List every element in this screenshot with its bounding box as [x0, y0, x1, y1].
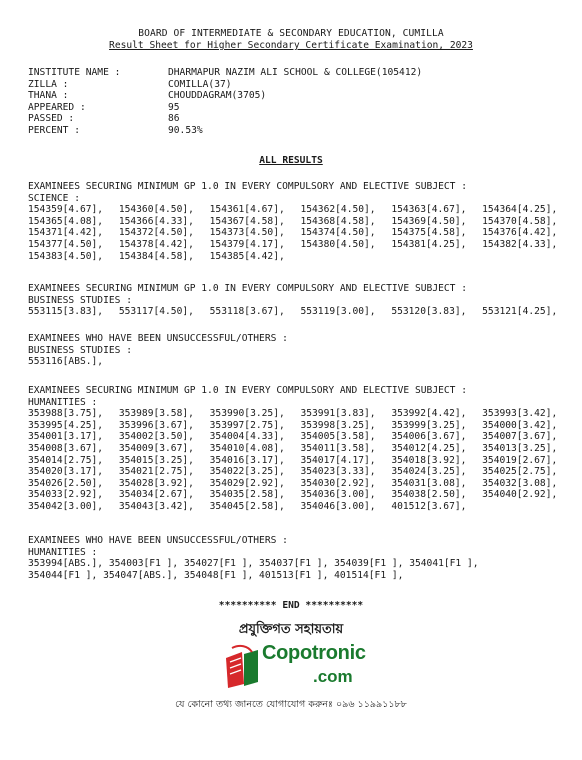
result-entry: 354005[3.58],: [300, 431, 376, 443]
info-value: 90.53%: [168, 124, 203, 136]
info-label: INSTITUTE NAME :: [28, 67, 121, 78]
result-entry: 354022[3.25],: [209, 466, 285, 478]
result-entry: 354001[3.17],: [28, 431, 104, 443]
result-entry: 353992[4.42],: [391, 408, 467, 420]
result-entry: 154360[4.50],: [118, 204, 194, 216]
result-entry: 154371[4.42],: [28, 227, 104, 239]
result-entry: 354040[2.92],: [482, 489, 558, 501]
result-entry: 553121[4.25],: [482, 306, 558, 318]
info-row: [28, 125, 422, 137]
result-entry: 154359[4.67],: [28, 204, 104, 216]
result-entry: 354030[2.92],: [300, 477, 376, 489]
result-entry: 154382[4.33],: [482, 238, 558, 250]
science-pass-section: [28, 181, 568, 262]
all-results-heading: ALL RESULTS: [259, 155, 323, 166]
result-entry: 354026[2.50],: [28, 477, 104, 489]
result-entry: 154383[4.50],: [28, 250, 104, 262]
result-entry: 154361[4.67],: [209, 204, 285, 216]
info-value: COMILLA(37): [168, 78, 232, 90]
result-entry: 354033[2.92],: [28, 489, 104, 501]
board-title: BOARD OF INTERMEDIATE & SECONDARY EDUCATION, CUMILLA: [138, 28, 444, 39]
brand-domain: .com: [313, 667, 353, 686]
result-entry: 154377[4.50],: [28, 238, 104, 250]
result-entry: 154367[4.58],: [209, 215, 285, 227]
result-entry: 154365[4.08],: [28, 215, 104, 227]
info-value: CHOUDDAGRAM(3705): [168, 90, 267, 102]
result-entry: 354006[3.67],: [391, 431, 467, 443]
contact-line: যে কোনো তথ্য জানতে যোগাযোগ করুনঃ ০৯৬ ১১৯৯১১৮৮: [175, 699, 407, 710]
info-label: THANA :: [28, 90, 69, 102]
result-entry: 354032[3.08],: [482, 477, 558, 489]
result-entry: 354043[3.42],: [118, 500, 194, 512]
book-icon: [226, 646, 258, 688]
result-entry: 154379[4.17],: [209, 238, 285, 250]
result-entry: 354012[4.25],: [391, 442, 467, 454]
humanities-pass-section: [28, 385, 568, 513]
group-label: HUMANITIES :: [28, 396, 98, 408]
section-heading: EXAMINEES WHO HAVE BEEN UNSUCCESSFUL/OTHERS :: [28, 535, 288, 546]
info-row: [28, 67, 422, 79]
result-entry: 154366[4.33],: [118, 215, 194, 227]
result-line: 354044[F1 ], 354047[ABS.], 354048[F1 ], 401513[F1 ], 401514[F1 ],: [28, 569, 404, 581]
result-entry: 553117[4.50],: [118, 306, 194, 318]
result-entry: 354036[3.00],: [300, 489, 376, 501]
result-entry: 354016[3.17],: [209, 454, 285, 466]
info-row: [28, 102, 422, 114]
result-entry: 354018[3.92],: [391, 454, 467, 466]
business-fail-section: [28, 333, 568, 368]
info-value: 86: [168, 113, 180, 125]
info-label: APPEARED :: [28, 101, 86, 113]
result-entry: 154372[4.50],: [118, 227, 194, 239]
result-entry: 354020[3.17],: [28, 466, 104, 478]
result-entry: 354014[2.75],: [28, 454, 104, 466]
result-entry: 354031[3.08],: [391, 477, 467, 489]
result-entry: 154380[4.50],: [300, 238, 376, 250]
group-label: SCIENCE :: [28, 192, 80, 204]
result-entry: 354023[3.33],: [300, 466, 376, 478]
group-label: BUSINESS STUDIES :: [28, 294, 132, 306]
result-entry: 354000[3.42],: [482, 419, 558, 431]
section-heading: EXAMINEES SECURING MINIMUM GP 1.0 IN EVERY COMPULSORY AND ELECTIVE SUBJECT :: [28, 181, 467, 192]
result-entry: 354007[3.67],: [482, 431, 558, 443]
info-label: PERCENT :: [28, 124, 80, 136]
result-entry: 354021[2.75],: [118, 466, 194, 478]
institute-info: [28, 67, 422, 137]
result-entry: 354011[3.58],: [300, 442, 376, 454]
info-row: [28, 79, 422, 91]
info-row: [28, 90, 422, 102]
result-entry: 354024[3.25],: [391, 466, 467, 478]
sheet-subtitle: Result Sheet for Higher Secondary Certificate Examination, 2023: [109, 40, 473, 51]
group-label: BUSINESS STUDIES :: [28, 344, 132, 356]
business-pass-section: [28, 283, 568, 318]
result-entry: 553119[3.00],: [300, 306, 376, 318]
result-entry: 353991[3.83],: [300, 408, 376, 420]
result-line: 553116[ABS.],: [28, 356, 104, 368]
result-entry: 354045[2.58],: [209, 500, 285, 512]
result-entry: 353996[3.67],: [118, 419, 194, 431]
info-value: DHARMAPUR NAZIM ALI SCHOOL & COLLEGE(105412): [168, 67, 423, 78]
result-entry: 354004[4.33],: [209, 431, 285, 443]
result-entry: 354013[3.25],: [482, 442, 558, 454]
result-entry: 354010[4.08],: [209, 442, 285, 454]
info-value: 95: [168, 101, 180, 113]
result-entry: 354017[4.17],: [300, 454, 376, 466]
result-entry: 154373[4.50],: [209, 227, 285, 239]
end-marker: ********** END **********: [218, 600, 364, 611]
result-entry: 353989[3.58],: [118, 408, 194, 420]
result-entry: 154381[4.25],: [391, 238, 467, 250]
result-entry: 154368[4.58],: [300, 215, 376, 227]
section-heading: EXAMINEES WHO HAVE BEEN UNSUCCESSFUL/OTHERS :: [28, 333, 288, 344]
result-entry: 353988[3.75],: [28, 408, 104, 420]
result-entry: 553118[3.67],: [209, 306, 285, 318]
result-entry: 354015[3.25],: [118, 454, 194, 466]
info-label: PASSED :: [28, 113, 75, 125]
result-entry: 154375[4.58],: [391, 227, 467, 239]
result-entry: 354042[3.00],: [28, 500, 104, 512]
result-entry: 401512[3.67],: [391, 500, 467, 512]
result-entry: 154385[4.42],: [209, 250, 285, 262]
result-entry: 353995[4.25],: [28, 419, 104, 431]
result-entry: 353990[3.25],: [209, 408, 285, 420]
result-entry: 353998[3.25],: [300, 419, 376, 431]
info-row: [28, 113, 422, 125]
result-entry: 154369[4.50],: [391, 215, 467, 227]
result-entry: 354035[2.58],: [209, 489, 285, 501]
result-entry: 154378[4.42],: [118, 238, 194, 250]
result-entry: 354029[2.92],: [209, 477, 285, 489]
brand-name: Copotronic: [262, 642, 366, 664]
result-entry: 553120[3.83],: [391, 306, 467, 318]
result-entry: 354028[3.92],: [118, 477, 194, 489]
section-heading: EXAMINEES SECURING MINIMUM GP 1.0 IN EVERY COMPULSORY AND ELECTIVE SUBJECT :: [28, 385, 467, 396]
tech-support-tagline: প্রযুক্তিগত সহায়তায়: [238, 622, 344, 637]
result-grid: [28, 204, 568, 262]
result-entry: 154370[4.58],: [482, 215, 558, 227]
result-entry: 154384[4.58],: [118, 250, 194, 262]
result-grid: [28, 306, 568, 318]
result-entry: 353993[3.42],: [482, 408, 558, 420]
result-entry: 354038[2.50],: [391, 489, 467, 501]
result-entry: 354025[2.75],: [482, 466, 558, 478]
result-entry: 154362[4.50],: [300, 204, 376, 216]
result-entry: 354034[2.67],: [118, 489, 194, 501]
result-entry: 354008[3.67],: [28, 442, 104, 454]
result-entry: 553115[3.83],: [28, 306, 104, 318]
result-entry: 353999[3.25],: [391, 419, 467, 431]
result-entry: 354019[2.67],: [482, 454, 558, 466]
result-entry: 154364[4.25],: [482, 204, 558, 216]
result-entry: 353997[2.75],: [209, 419, 285, 431]
humanities-fail-section: [28, 535, 568, 581]
group-label: HUMANITIES :: [28, 546, 98, 558]
result-line: 353994[ABS.], 354003[F1 ], 354027[F1 ], 354037[F1 ], 354039[F1 ], 354041[F1 ],: [28, 558, 479, 570]
result-entry: 354002[3.50],: [118, 431, 194, 443]
result-entry: 354046[3.00],: [300, 500, 376, 512]
result-entry: 154376[4.42],: [482, 227, 558, 239]
info-label: ZILLA :: [28, 78, 69, 90]
result-entry: 154374[4.50],: [300, 227, 376, 239]
result-grid: [28, 408, 568, 512]
section-heading: EXAMINEES SECURING MINIMUM GP 1.0 IN EVERY COMPULSORY AND ELECTIVE SUBJECT :: [28, 283, 467, 294]
result-entry: 354009[3.67],: [118, 442, 194, 454]
result-entry: 154363[4.67],: [391, 204, 467, 216]
